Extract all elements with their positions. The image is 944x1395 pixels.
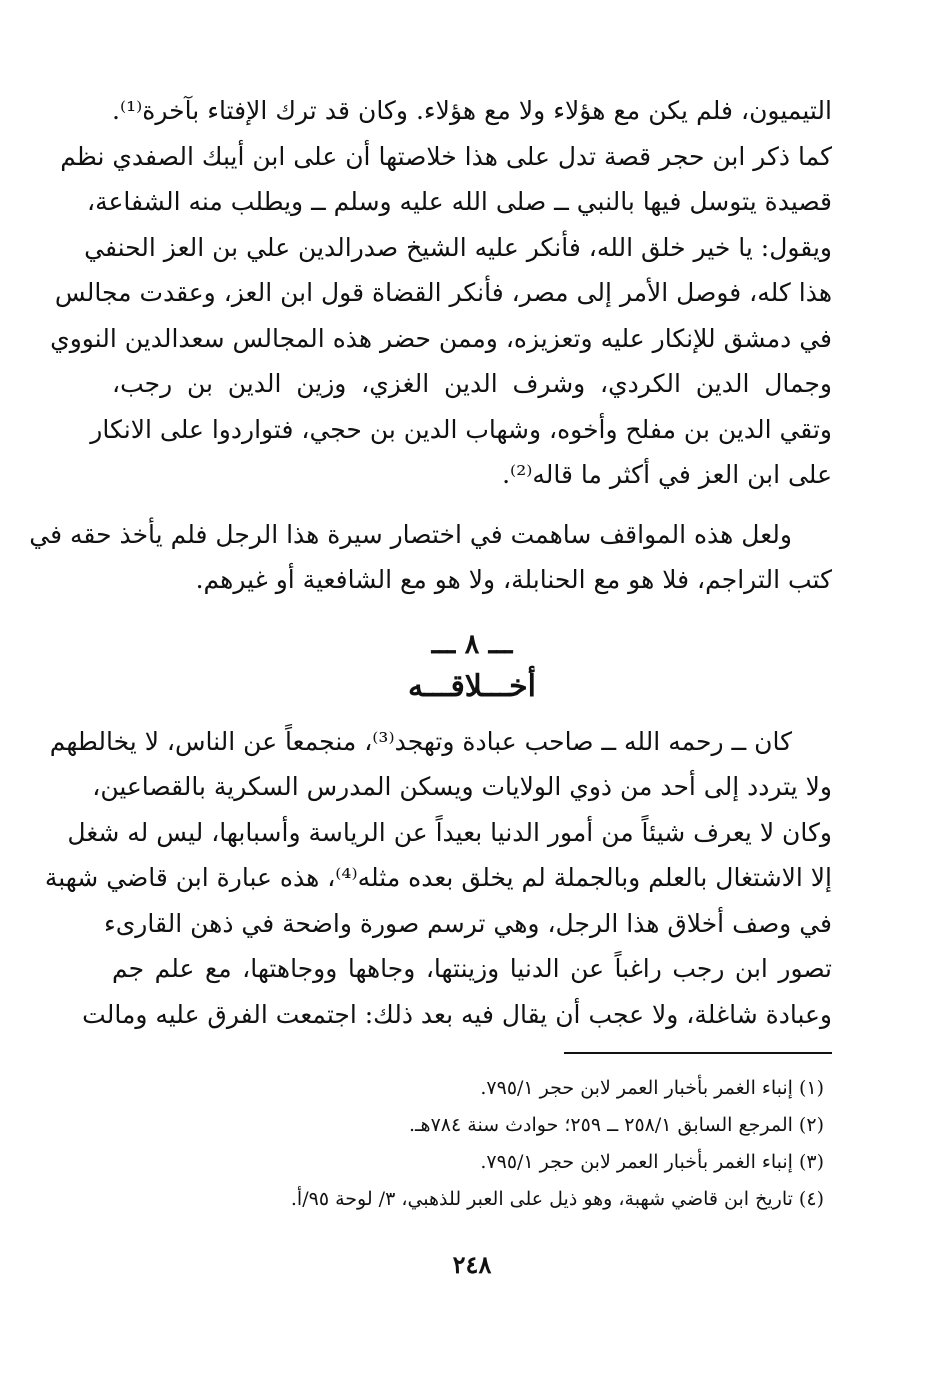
paragraph-1 bbox=[50, 88, 832, 498]
text-line: ولعل هذه المواقف ساهمت في اختصار سيرة هذا الرجل فلم يأخذ حقه في bbox=[29, 519, 792, 549]
footnote-2: (٢) المرجع السابق ٢٥٨/١ ــ ٢٥٩؛ حوادث سنة ٧٨٤هـ. bbox=[408, 1114, 824, 1136]
text-line: وجمال الدين الكردي، وشرف الدين الغزي، وزين الدين بن رجب، bbox=[112, 369, 832, 398]
paragraph-3 bbox=[44, 719, 832, 1038]
text-line: وتقي الدين بن مفلح وأخوه، وشهاب الدين بن حجي، فتواردوا على الانكار bbox=[90, 414, 832, 444]
text-line: تصور ابن رجب راغباً عن الدنيا وزينتها، وجاهها ووجاهتها، مع علم جم bbox=[112, 954, 832, 983]
footnote-1: (١) إنباء الغمر بأخبار العمر لابن حجر ٧٩٥/١. bbox=[480, 1077, 824, 1099]
text-line: ويقول: يا خير خلق الله، فأنكر عليه الشيخ صدرالدين علي بن العز الحنفي bbox=[84, 232, 832, 262]
footnote-3: (٣) إنباء الغمر بأخبار العمر لابن حجر ٧٩٥/١. bbox=[480, 1151, 824, 1173]
text-line: إلا الاشتغال بالعلم وبالجملة لم يخلق بعده مثله⁽⁴⁾، هذه عبارة ابن قاضي شهبة bbox=[44, 863, 832, 892]
text-line: في دمشق للإنكار عليه وتعزيزه، وممن حضر هذه المجالس سعدالدين النووي bbox=[50, 323, 832, 353]
text-line: التيميون، فلم يكن مع هؤلاء ولا مع هؤلاء. وكان قد ترك الإفتاء بآخرة⁽¹⁾. bbox=[112, 96, 832, 125]
text-line: كتب التراجم، فلا هو مع الحنابلة، ولا هو مع الشافعية أو غيرهم. bbox=[195, 565, 832, 594]
text-line: كما ذكر ابن حجر قصة تدل على هذا خلاصتها أن على ابن أيبك الصفدي نظم bbox=[60, 141, 832, 171]
footnotes-list bbox=[112, 1070, 824, 1218]
text-line: في وصف أخلاق هذا الرجل، وهي ترسم صورة واضحة في ذهن القارىء bbox=[103, 908, 832, 938]
section-title: أخـــلاقـــه bbox=[408, 668, 536, 704]
text-line: ولا يتردد إلى أحد من ذوي الولايات ويسكن المدرس السكرية بالقصاعين، bbox=[92, 772, 832, 801]
footnote-separator bbox=[564, 1052, 832, 1054]
text-line: قصيدة يتوسل فيها بالنبي ــ صلى الله عليه وسلم ــ ويطلب منه الشفاعة، bbox=[87, 187, 832, 216]
text-line: كان ــ رحمه الله ــ صاحب عبادة وتهجد⁽³⁾، منجمعاً عن الناس، لا يخالطهم bbox=[49, 726, 792, 756]
text-line: على ابن العز في أكثر ما قاله⁽²⁾. bbox=[502, 460, 832, 489]
text-line: وعبادة شاغلة، ولا عجب أن يقال فيه بعد ذلك: اجتمعت الفرق عليه ومالت bbox=[82, 999, 832, 1029]
paragraph-2 bbox=[29, 512, 832, 603]
text-line: هذا كله، فوصل الأمر إلى مصر، فأنكر القضاة قول ابن العز، وعقدت مجالس bbox=[54, 278, 832, 307]
footnote-4: (٤) تاريخ ابن قاضي شهبة، وهو ذيل على العبر للذهبي، ٣/ لوحة ٩٥/أ. bbox=[290, 1188, 824, 1210]
section-number: ـــ ٨ ـــ bbox=[431, 628, 513, 660]
text-line: وكان لا يعرف شيئاً من أمور الدنيا بعيداً عن الرياسة وأسبابها، ليس له شغل bbox=[67, 817, 832, 847]
page-number: ٢٤٨ bbox=[452, 1250, 492, 1279]
page-body bbox=[29, 88, 832, 1037]
